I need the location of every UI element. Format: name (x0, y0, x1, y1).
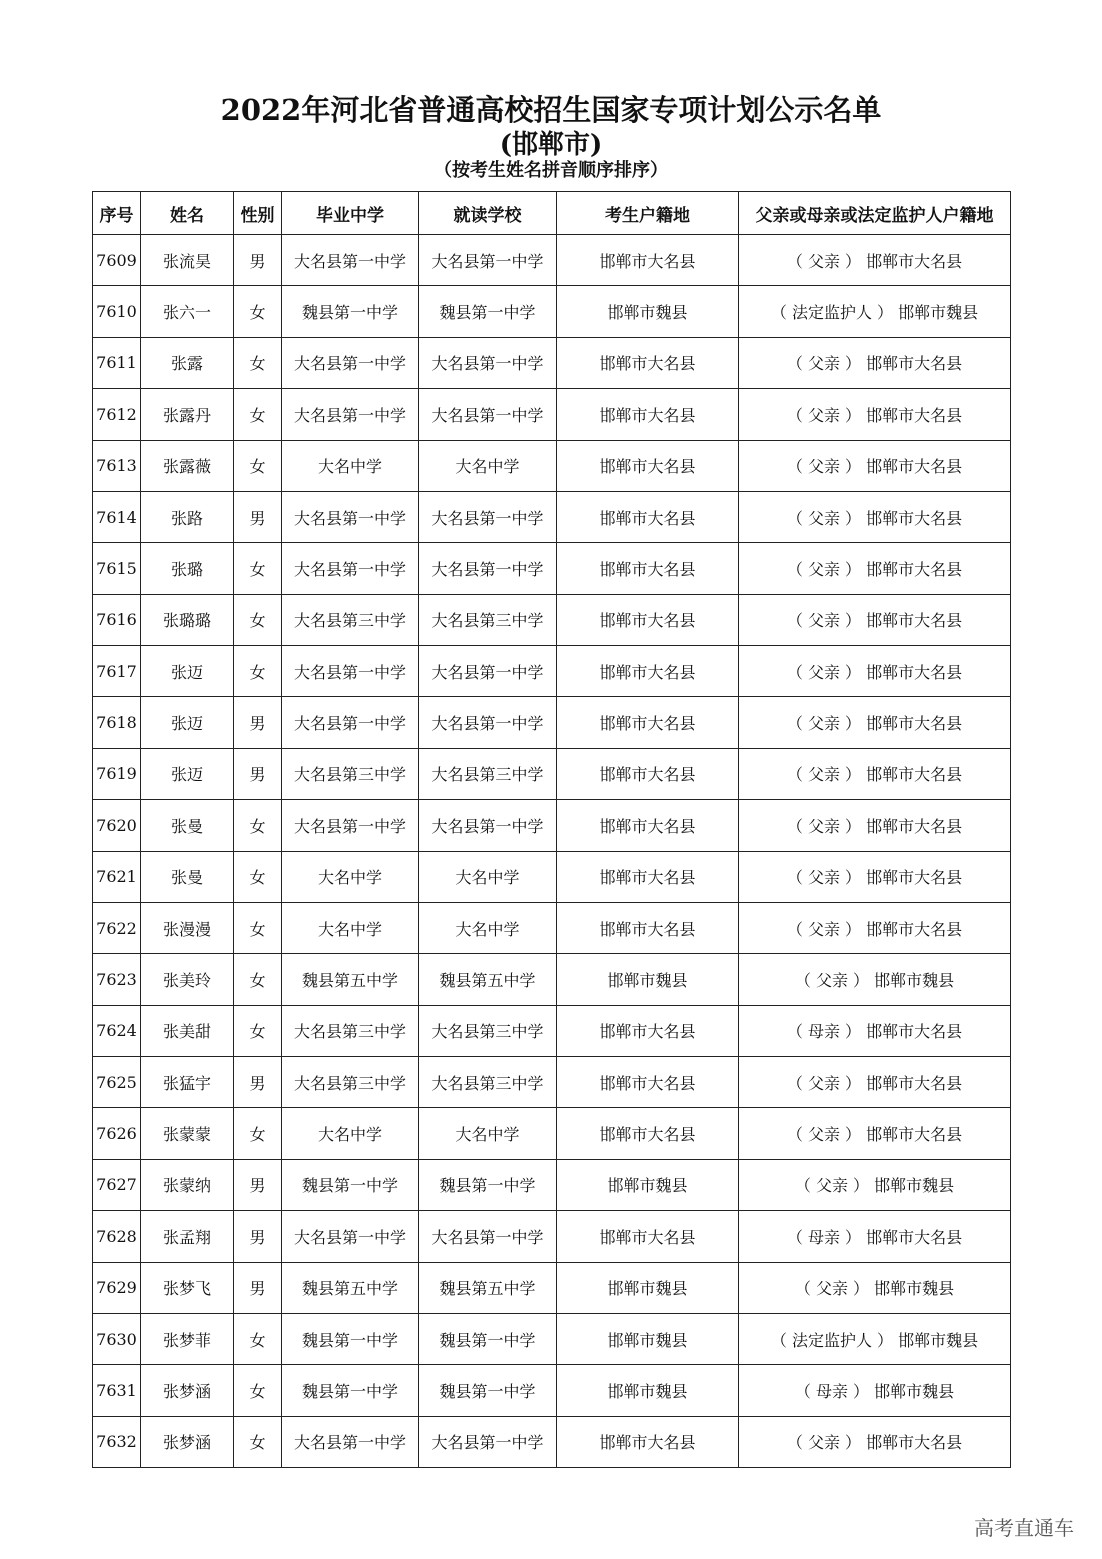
cell-seq: 7619 (93, 748, 141, 799)
table-row (93, 1108, 1011, 1159)
cell-guardian-residence: （ 父亲 ） 邯郸市大名县 (739, 594, 1011, 645)
cell-gender: 男 (234, 491, 282, 542)
watermark: 高考直通车 (974, 1516, 1074, 1540)
cell-student-residence: 邯郸市大名县 (557, 1211, 739, 1262)
cell-name: 张美甜 (141, 1005, 234, 1056)
cell-guardian-residence: （ 父亲 ） 邯郸市大名县 (739, 646, 1011, 697)
table-row (93, 902, 1011, 953)
cell-seq: 7611 (93, 337, 141, 388)
cell-seq: 7610 (93, 286, 141, 337)
cell-graduated-school: 大名县第三中学 (282, 748, 419, 799)
cell-graduated-school: 魏县第一中学 (282, 1313, 419, 1364)
cell-current-school: 大名县第一中学 (419, 491, 557, 542)
table-row (93, 1005, 1011, 1056)
cell-guardian-residence: （ 母亲 ） 邯郸市魏县 (739, 1365, 1011, 1416)
cell-current-school: 大名县第一中学 (419, 543, 557, 594)
cell-student-residence: 邯郸市大名县 (557, 902, 739, 953)
cell-guardian-residence: （ 父亲 ） 邯郸市魏县 (739, 954, 1011, 1005)
cell-name: 张露丹 (141, 389, 234, 440)
cell-seq: 7615 (93, 543, 141, 594)
cell-student-residence: 邯郸市魏县 (557, 1262, 739, 1313)
table-row (93, 337, 1011, 388)
cell-student-residence: 邯郸市魏县 (557, 1313, 739, 1364)
cell-gender: 女 (234, 1416, 282, 1467)
cell-name: 张六一 (141, 286, 234, 337)
cell-guardian-residence: （ 父亲 ） 邯郸市大名县 (739, 902, 1011, 953)
cell-gender: 男 (234, 235, 282, 286)
table-row (93, 748, 1011, 799)
cell-student-residence: 邯郸市大名县 (557, 1005, 739, 1056)
cell-guardian-residence: （ 父亲 ） 邯郸市大名县 (739, 1108, 1011, 1159)
cell-graduated-school: 魏县第一中学 (282, 1365, 419, 1416)
header-seq: 序号 (93, 192, 141, 235)
header-guardian-residence: 父亲或母亲或法定监护人户籍地 (739, 192, 1011, 235)
table-row (93, 1159, 1011, 1210)
cell-seq: 7625 (93, 1057, 141, 1108)
cell-gender: 女 (234, 440, 282, 491)
cell-current-school: 大名县第一中学 (419, 1211, 557, 1262)
cell-current-school: 大名县第一中学 (419, 646, 557, 697)
cell-graduated-school: 大名县第一中学 (282, 646, 419, 697)
table-row (93, 851, 1011, 902)
table-row (93, 646, 1011, 697)
cell-current-school: 大名县第一中学 (419, 389, 557, 440)
cell-graduated-school: 大名县第三中学 (282, 1005, 419, 1056)
cell-guardian-residence: （ 父亲 ） 邯郸市大名县 (739, 1057, 1011, 1108)
cell-student-residence: 邯郸市大名县 (557, 1108, 739, 1159)
table-row (93, 1057, 1011, 1108)
cell-seq: 7623 (93, 954, 141, 1005)
cell-seq: 7616 (93, 594, 141, 645)
cell-gender: 女 (234, 543, 282, 594)
cell-graduated-school: 大名县第一中学 (282, 697, 419, 748)
cell-current-school: 大名中学 (419, 902, 557, 953)
roster-table (92, 191, 1011, 1468)
cell-gender: 女 (234, 286, 282, 337)
cell-graduated-school: 大名中学 (282, 902, 419, 953)
cell-graduated-school: 大名县第一中学 (282, 1416, 419, 1467)
cell-gender: 女 (234, 594, 282, 645)
cell-gender: 男 (234, 1057, 282, 1108)
cell-name: 张孟翔 (141, 1211, 234, 1262)
cell-current-school: 魏县第五中学 (419, 954, 557, 1005)
cell-guardian-residence: （ 父亲 ） 邯郸市大名县 (739, 440, 1011, 491)
cell-name: 张曼 (141, 851, 234, 902)
cell-seq: 7628 (93, 1211, 141, 1262)
cell-name: 张流昊 (141, 235, 234, 286)
cell-graduated-school: 魏县第一中学 (282, 286, 419, 337)
cell-student-residence: 邯郸市大名县 (557, 389, 739, 440)
cell-seq: 7629 (93, 1262, 141, 1313)
cell-guardian-residence: （ 母亲 ） 邯郸市大名县 (739, 1211, 1011, 1262)
cell-guardian-residence: （ 母亲 ） 邯郸市大名县 (739, 1005, 1011, 1056)
header-graduated-school: 毕业中学 (282, 192, 419, 235)
cell-name: 张梦菲 (141, 1313, 234, 1364)
cell-seq: 7626 (93, 1108, 141, 1159)
cell-guardian-residence: （ 父亲 ） 邯郸市大名县 (739, 851, 1011, 902)
cell-current-school: 魏县第一中学 (419, 286, 557, 337)
table-body (93, 235, 1011, 1468)
cell-graduated-school: 大名中学 (282, 1108, 419, 1159)
cell-student-residence: 邯郸市魏县 (557, 286, 739, 337)
table-row (93, 491, 1011, 542)
table-header-row (93, 192, 1011, 235)
cell-gender: 男 (234, 1211, 282, 1262)
cell-graduated-school: 大名县第一中学 (282, 389, 419, 440)
cell-gender: 女 (234, 1365, 282, 1416)
cell-gender: 女 (234, 337, 282, 388)
cell-name: 张璐 (141, 543, 234, 594)
cell-name: 张漫漫 (141, 902, 234, 953)
cell-graduated-school: 大名县第一中学 (282, 337, 419, 388)
table-row (93, 389, 1011, 440)
cell-seq: 7614 (93, 491, 141, 542)
cell-seq: 7613 (93, 440, 141, 491)
cell-name: 张蒙纳 (141, 1159, 234, 1210)
cell-name: 张迈 (141, 646, 234, 697)
cell-current-school: 大名中学 (419, 1108, 557, 1159)
cell-name: 张路 (141, 491, 234, 542)
cell-gender: 女 (234, 389, 282, 440)
cell-seq: 7621 (93, 851, 141, 902)
cell-graduated-school: 大名县第一中学 (282, 800, 419, 851)
cell-student-residence: 邯郸市大名县 (557, 543, 739, 594)
cell-guardian-residence: （ 父亲 ） 邯郸市魏县 (739, 1262, 1011, 1313)
cell-guardian-residence: （ 父亲 ） 邯郸市大名县 (739, 1416, 1011, 1467)
cell-current-school: 大名县第三中学 (419, 1057, 557, 1108)
cell-graduated-school: 大名县第一中学 (282, 235, 419, 286)
cell-current-school: 大名县第三中学 (419, 748, 557, 799)
cell-seq: 7622 (93, 902, 141, 953)
cell-graduated-school: 魏县第五中学 (282, 1262, 419, 1313)
cell-seq: 7627 (93, 1159, 141, 1210)
cell-seq: 7618 (93, 697, 141, 748)
cell-name: 张露薇 (141, 440, 234, 491)
cell-guardian-residence: （ 父亲 ） 邯郸市大名县 (739, 389, 1011, 440)
table-row (93, 1262, 1011, 1313)
document-subtitle: (邯郸市) (499, 130, 603, 160)
cell-graduated-school: 魏县第五中学 (282, 954, 419, 1005)
cell-current-school: 大名县第一中学 (419, 697, 557, 748)
cell-current-school: 魏县第一中学 (419, 1313, 557, 1364)
cell-seq: 7632 (93, 1416, 141, 1467)
cell-gender: 女 (234, 646, 282, 697)
cell-graduated-school: 大名县第一中学 (282, 543, 419, 594)
table-row (93, 235, 1011, 286)
document-title: 2022年河北省普通高校招生国家专项计划公示名单 (220, 93, 882, 127)
table-row (93, 1211, 1011, 1262)
cell-student-residence: 邯郸市魏县 (557, 954, 739, 1005)
cell-name: 张猛宇 (141, 1057, 234, 1108)
cell-student-residence: 邯郸市大名县 (557, 235, 739, 286)
cell-graduated-school: 大名县第三中学 (282, 594, 419, 645)
cell-guardian-residence: （ 父亲 ） 邯郸市大名县 (739, 337, 1011, 388)
table-row (93, 697, 1011, 748)
cell-gender: 男 (234, 748, 282, 799)
table-row (93, 800, 1011, 851)
cell-gender: 女 (234, 800, 282, 851)
cell-guardian-residence: （ 法定监护人 ） 邯郸市魏县 (739, 1313, 1011, 1364)
cell-guardian-residence: （ 父亲 ） 邯郸市大名县 (739, 800, 1011, 851)
cell-gender: 女 (234, 954, 282, 1005)
cell-name: 张迈 (141, 697, 234, 748)
table-row (93, 1313, 1011, 1364)
cell-current-school: 大名县第一中学 (419, 800, 557, 851)
cell-current-school: 大名县第三中学 (419, 594, 557, 645)
cell-current-school: 魏县第一中学 (419, 1365, 557, 1416)
header-student-residence: 考生户籍地 (557, 192, 739, 235)
cell-student-residence: 邯郸市大名县 (557, 800, 739, 851)
cell-guardian-residence: （ 父亲 ） 邯郸市大名县 (739, 491, 1011, 542)
cell-student-residence: 邯郸市大名县 (557, 491, 739, 542)
cell-guardian-residence: （ 父亲 ） 邯郸市大名县 (739, 235, 1011, 286)
cell-name: 张曼 (141, 800, 234, 851)
cell-current-school: 大名县第一中学 (419, 1416, 557, 1467)
header-name: 姓名 (141, 192, 234, 235)
table-row (93, 1416, 1011, 1467)
table-row (93, 543, 1011, 594)
cell-gender: 男 (234, 1159, 282, 1210)
header-gender: 性别 (234, 192, 282, 235)
cell-name: 张美玲 (141, 954, 234, 1005)
cell-student-residence: 邯郸市大名县 (557, 646, 739, 697)
cell-student-residence: 邯郸市大名县 (557, 851, 739, 902)
cell-name: 张梦飞 (141, 1262, 234, 1313)
cell-seq: 7609 (93, 235, 141, 286)
cell-name: 张蒙蒙 (141, 1108, 234, 1159)
cell-seq: 7617 (93, 646, 141, 697)
cell-gender: 女 (234, 1313, 282, 1364)
cell-graduated-school: 大名中学 (282, 440, 419, 491)
cell-student-residence: 邯郸市大名县 (557, 748, 739, 799)
table-row (93, 954, 1011, 1005)
cell-gender: 男 (234, 697, 282, 748)
cell-student-residence: 邯郸市大名县 (557, 697, 739, 748)
cell-guardian-residence: （ 法定监护人 ） 邯郸市魏县 (739, 286, 1011, 337)
cell-current-school: 大名中学 (419, 851, 557, 902)
cell-student-residence: 邯郸市魏县 (557, 1159, 739, 1210)
sort-note: （按考生姓名拼音顺序排序） (434, 160, 668, 181)
cell-name: 张迈 (141, 748, 234, 799)
cell-gender: 女 (234, 1005, 282, 1056)
cell-graduated-school: 大名县第一中学 (282, 1211, 419, 1262)
cell-current-school: 大名县第一中学 (419, 235, 557, 286)
cell-graduated-school: 大名中学 (282, 851, 419, 902)
cell-student-residence: 邯郸市大名县 (557, 1057, 739, 1108)
cell-name: 张露 (141, 337, 234, 388)
table-row (93, 594, 1011, 645)
cell-seq: 7624 (93, 1005, 141, 1056)
cell-seq: 7620 (93, 800, 141, 851)
cell-name: 张梦涵 (141, 1416, 234, 1467)
table-row (93, 440, 1011, 491)
cell-guardian-residence: （ 父亲 ） 邯郸市大名县 (739, 748, 1011, 799)
header-current-school: 就读学校 (419, 192, 557, 235)
cell-current-school: 大名中学 (419, 440, 557, 491)
cell-gender: 女 (234, 902, 282, 953)
cell-current-school: 大名县第三中学 (419, 1005, 557, 1056)
cell-current-school: 大名县第一中学 (419, 337, 557, 388)
cell-student-residence: 邯郸市大名县 (557, 440, 739, 491)
cell-graduated-school: 大名县第三中学 (282, 1057, 419, 1108)
cell-current-school: 魏县第一中学 (419, 1159, 557, 1210)
table-row (93, 286, 1011, 337)
cell-seq: 7631 (93, 1365, 141, 1416)
cell-graduated-school: 大名县第一中学 (282, 491, 419, 542)
cell-gender: 女 (234, 1108, 282, 1159)
cell-seq: 7612 (93, 389, 141, 440)
cell-student-residence: 邯郸市大名县 (557, 594, 739, 645)
cell-graduated-school: 魏县第一中学 (282, 1159, 419, 1210)
cell-guardian-residence: （ 父亲 ） 邯郸市大名县 (739, 697, 1011, 748)
cell-current-school: 魏县第五中学 (419, 1262, 557, 1313)
cell-gender: 男 (234, 1262, 282, 1313)
cell-student-residence: 邯郸市大名县 (557, 1416, 739, 1467)
cell-student-residence: 邯郸市大名县 (557, 337, 739, 388)
cell-guardian-residence: （ 父亲 ） 邯郸市魏县 (739, 1159, 1011, 1210)
cell-guardian-residence: （ 父亲 ） 邯郸市大名县 (739, 543, 1011, 594)
cell-name: 张梦涵 (141, 1365, 234, 1416)
cell-student-residence: 邯郸市魏县 (557, 1365, 739, 1416)
cell-name: 张璐璐 (141, 594, 234, 645)
table-row (93, 1365, 1011, 1416)
cell-seq: 7630 (93, 1313, 141, 1364)
cell-gender: 女 (234, 851, 282, 902)
